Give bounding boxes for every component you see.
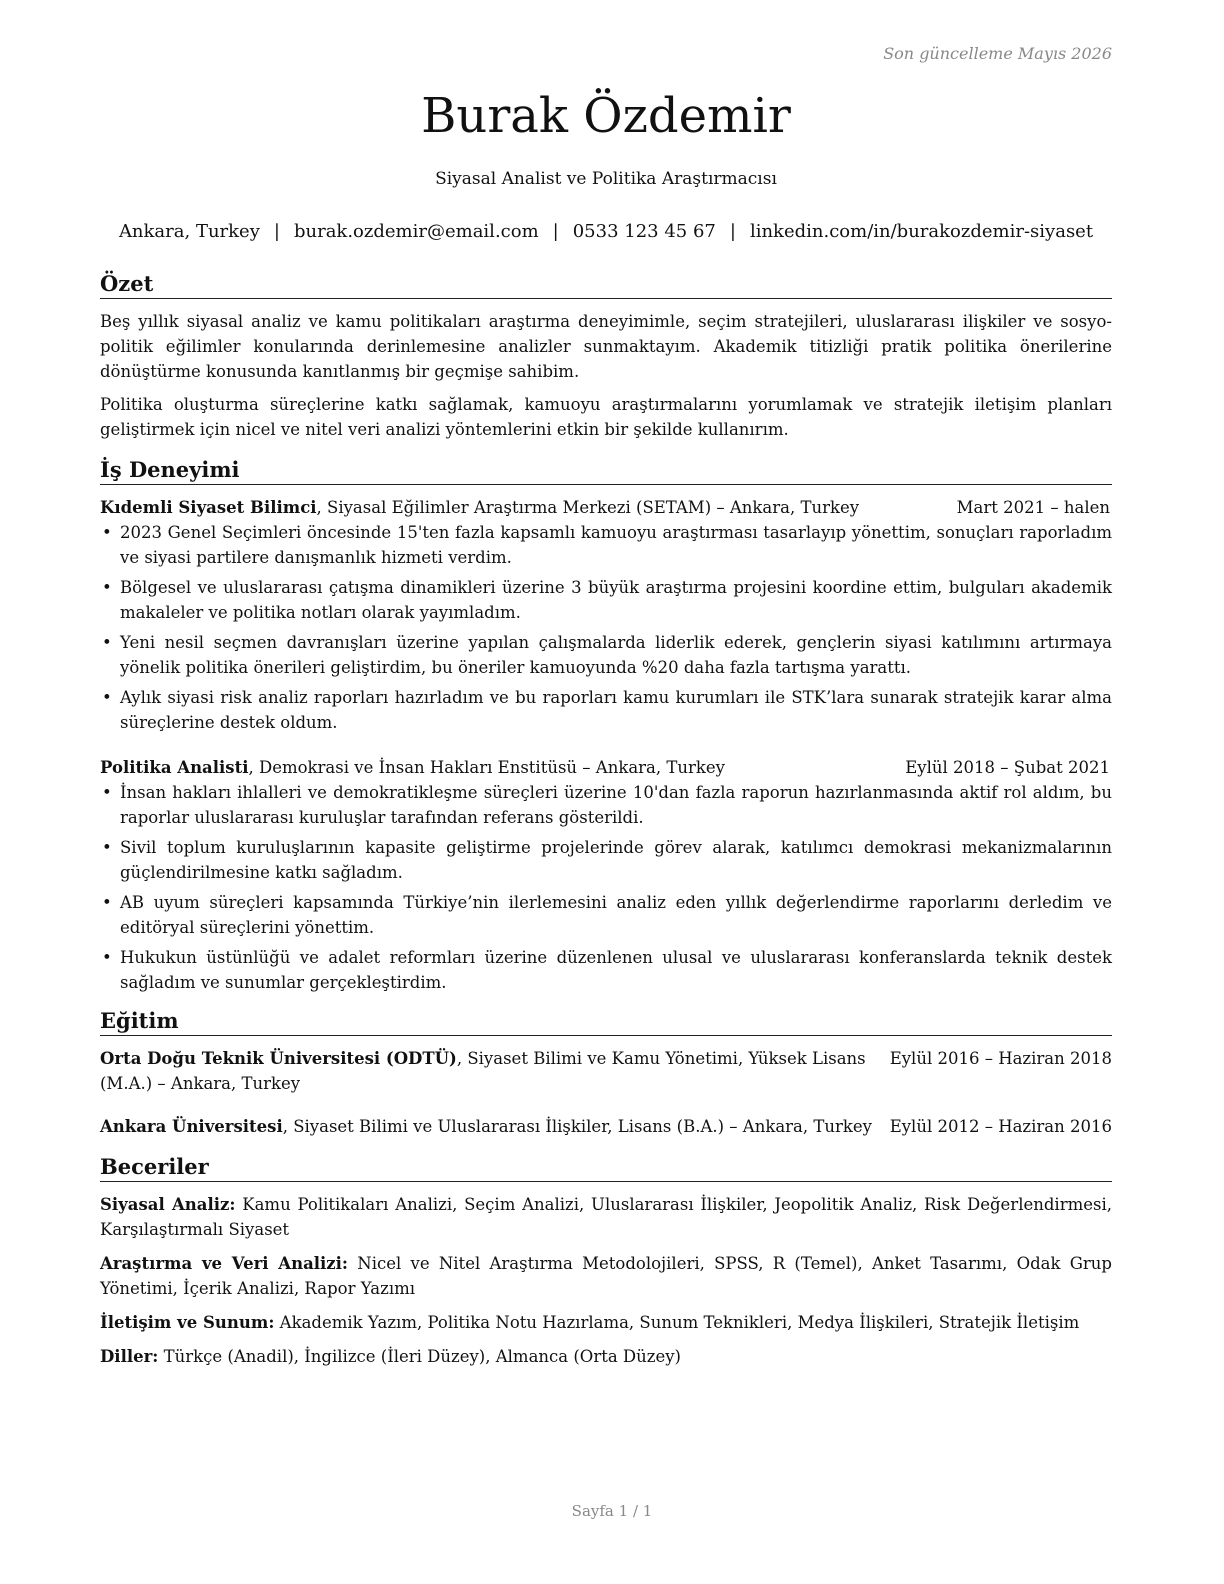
skill-group (100, 1310, 1112, 1335)
last-updated: Son güncelleme Mayıs 2026 (883, 44, 1112, 63)
job-dates: Mart 2021 – halen (956, 498, 1110, 517)
skill-group (100, 1251, 1112, 1301)
bullet-icon: • (102, 948, 112, 967)
education-school: Ankara Üniversitesi (100, 1117, 283, 1136)
skill-value: Akademik Yazım, Politika Notu Hazırlama, Sunum Teknikleri, Medya İlişkileri, Stratejik İletişim (274, 1313, 1080, 1332)
list-item: • AB uyum süreçleri kapsamında Türkiye’nin ilerlemesini analiz eden yıllık değerlendirme raporlarını derledim ve editöryal süreçlerini yönettim. (100, 890, 1112, 940)
bullet-icon: • (102, 688, 112, 707)
contact-email[interactable]: burak.ozdemir@email.com (293, 221, 539, 242)
summary-paragraph: Beş yıllık siyasal analiz ve kamu politikaları araştırma deneyimimle, seçim stratejileri, uluslararası ilişkiler ve sosyo-politik eğilimler konularında derinlemesine analizler sunmaktayım. Akademik titizliği pratik politika önerilerine dönüştürme konusunda kanıtlanmış bir geçmişe sahibim. (100, 312, 1112, 381)
person-name: Burak Özdemir (421, 88, 791, 144)
bullet-icon: • (102, 633, 112, 652)
job-role: Politika Analisti (100, 758, 249, 777)
job-bullets (100, 780, 1112, 995)
skill-group (100, 1192, 1112, 1242)
section-heading-experience: İş Deneyimi (100, 456, 1112, 485)
list-item: • Hukukun üstünlüğü ve adalet reformları üzerine düzenlenen ulusal ve uluslararası konferanslarda teknik destek sağladım ve sunumlar gerçekleştirdim. (100, 945, 1112, 995)
education-school: Orta Doğu Teknik Üniversitesi (ODTÜ) (100, 1049, 457, 1068)
skill-label: Araştırma ve Veri Analizi: (100, 1254, 349, 1273)
skill-label: Siyasal Analiz: (100, 1195, 236, 1214)
education-dates: Eylül 2016 – Haziran 2018 (889, 1049, 1112, 1068)
education-entry (100, 1046, 1112, 1096)
bullet-icon: • (102, 578, 112, 597)
education-detail: , Siyaset Bilimi ve Uluslararası İlişkiler, Lisans (B.A.) – Ankara, Turkey (282, 1117, 872, 1136)
list-item: • Bölgesel ve uluslararası çatışma dinamikleri üzerine 3 büyük araştırma projesini koordine ettim, bulguları akademik makaleler ve politika notları olarak yayımladım. (100, 575, 1112, 625)
job-organization: , Demokrasi ve İnsan Hakları Enstitüsü – Ankara, Turkey (248, 758, 725, 777)
skill-label: İletişim ve Sunum: (100, 1313, 275, 1332)
job-role: Kıdemli Siyaset Bilimci (100, 498, 317, 517)
section-heading-skills: Beceriler (100, 1153, 1112, 1182)
contact-location: Ankara, Turkey (118, 221, 260, 242)
education-entry (100, 1114, 1112, 1139)
list-item: • Aylık siyasi risk analiz raporları hazırladım ve bu raporları kamu kurumları ile STK’lara sunarak stratejik karar alma süreçlerine destek oldum. (100, 685, 1112, 735)
list-item: • Sivil toplum kuruluşlarının kapasite geliştirme projelerinde görev alarak, katılımcı demokrasi mekanizmalarının güçlendirilmesine katkı sağladım. (100, 835, 1112, 885)
skill-value: Türkçe (Anadil), İngilizce (İleri Düzey), Almanca (Orta Düzey) (158, 1347, 681, 1366)
bullet-icon: • (102, 523, 112, 542)
contact-separator: | (729, 221, 736, 242)
skill-label: Diller: (100, 1347, 159, 1366)
contact-separator: | (552, 221, 559, 242)
job-header (100, 495, 1112, 520)
job-bullets (100, 520, 1112, 735)
section-heading-summary: Özet (100, 270, 1112, 299)
bullet-icon: • (102, 783, 112, 802)
education-detail: , Siyaset Bilimi ve Kamu Yönetimi, Yüksek Lisans (M.A.) – Ankara, Turkey (100, 1049, 866, 1093)
job-header (100, 755, 1112, 780)
job-dates: Eylül 2018 – Şubat 2021 (905, 758, 1110, 777)
list-item: • İnsan hakları ihlalleri ve demokratikleşme süreçleri üzerine 10'dan fazla raporun hazırlanmasında aktif rol aldım, bu raporlar uluslararası kuruluşlar tarafından referans gösterildi. (100, 780, 1112, 830)
job-title: Siyasal Analist ve Politika Araştırmacısı (435, 169, 777, 189)
section-heading-education: Eğitim (100, 1007, 1112, 1036)
resume-content (100, 270, 1112, 1378)
list-item: • 2023 Genel Seçimleri öncesinde 15'ten fazla kapsamlı kamuoyu araştırması tasarlayıp yönettim, sonuçları raporladım ve siyasi partilere danışmanlık hizmeti verdim. (100, 520, 1112, 570)
summary-paragraph: Politika oluşturma süreçlerine katkı sağlamak, kamuoyu araştırmalarını yorumlamak ve stratejik iletişim planları geliştirmek için nicel ve nitel veri analizi yöntemlerini etkin bir şekilde kullanırım. (100, 395, 1112, 439)
contact-separator: | (273, 221, 280, 242)
skill-value: Kamu Politikaları Analizi, Seçim Analizi, Uluslararası İlişkiler, Jeopolitik Analiz, Risk Değerlendirmesi, Karşılaştırmalı Siyaset (100, 1195, 1112, 1239)
bullet-icon: • (102, 838, 112, 857)
contact-linkedin[interactable]: linkedin.com/in/burakozdemir-siyaset (749, 221, 1094, 242)
education-dates: Eylül 2012 – Haziran 2016 (889, 1117, 1112, 1136)
job-organization: , Siyasal Eğilimler Araştırma Merkezi (SETAM) – Ankara, Turkey (316, 498, 860, 517)
list-item: • Yeni nesil seçmen davranışları üzerine yapılan çalışmalarda liderlik ederek, gençlerin siyasi katılımını artırmaya yönelik politika önerileri geliştirdim, bu öneriler kamuoyunda %20 daha fazla tartışma yarattı. (100, 630, 1112, 680)
contact-phone[interactable]: 0533 123 45 67 (572, 221, 716, 242)
skill-group (100, 1344, 1112, 1369)
contact-line (100, 220, 1112, 244)
page-number: Sayfa 1 / 1 (571, 1502, 653, 1520)
bullet-icon: • (102, 893, 112, 912)
skill-value: Nicel ve Nitel Araştırma Metodolojileri, SPSS, R (Temel), Anket Tasarımı, Odak Grup Yönetimi, İçerik Analizi, Rapor Yazımı (100, 1254, 1112, 1298)
